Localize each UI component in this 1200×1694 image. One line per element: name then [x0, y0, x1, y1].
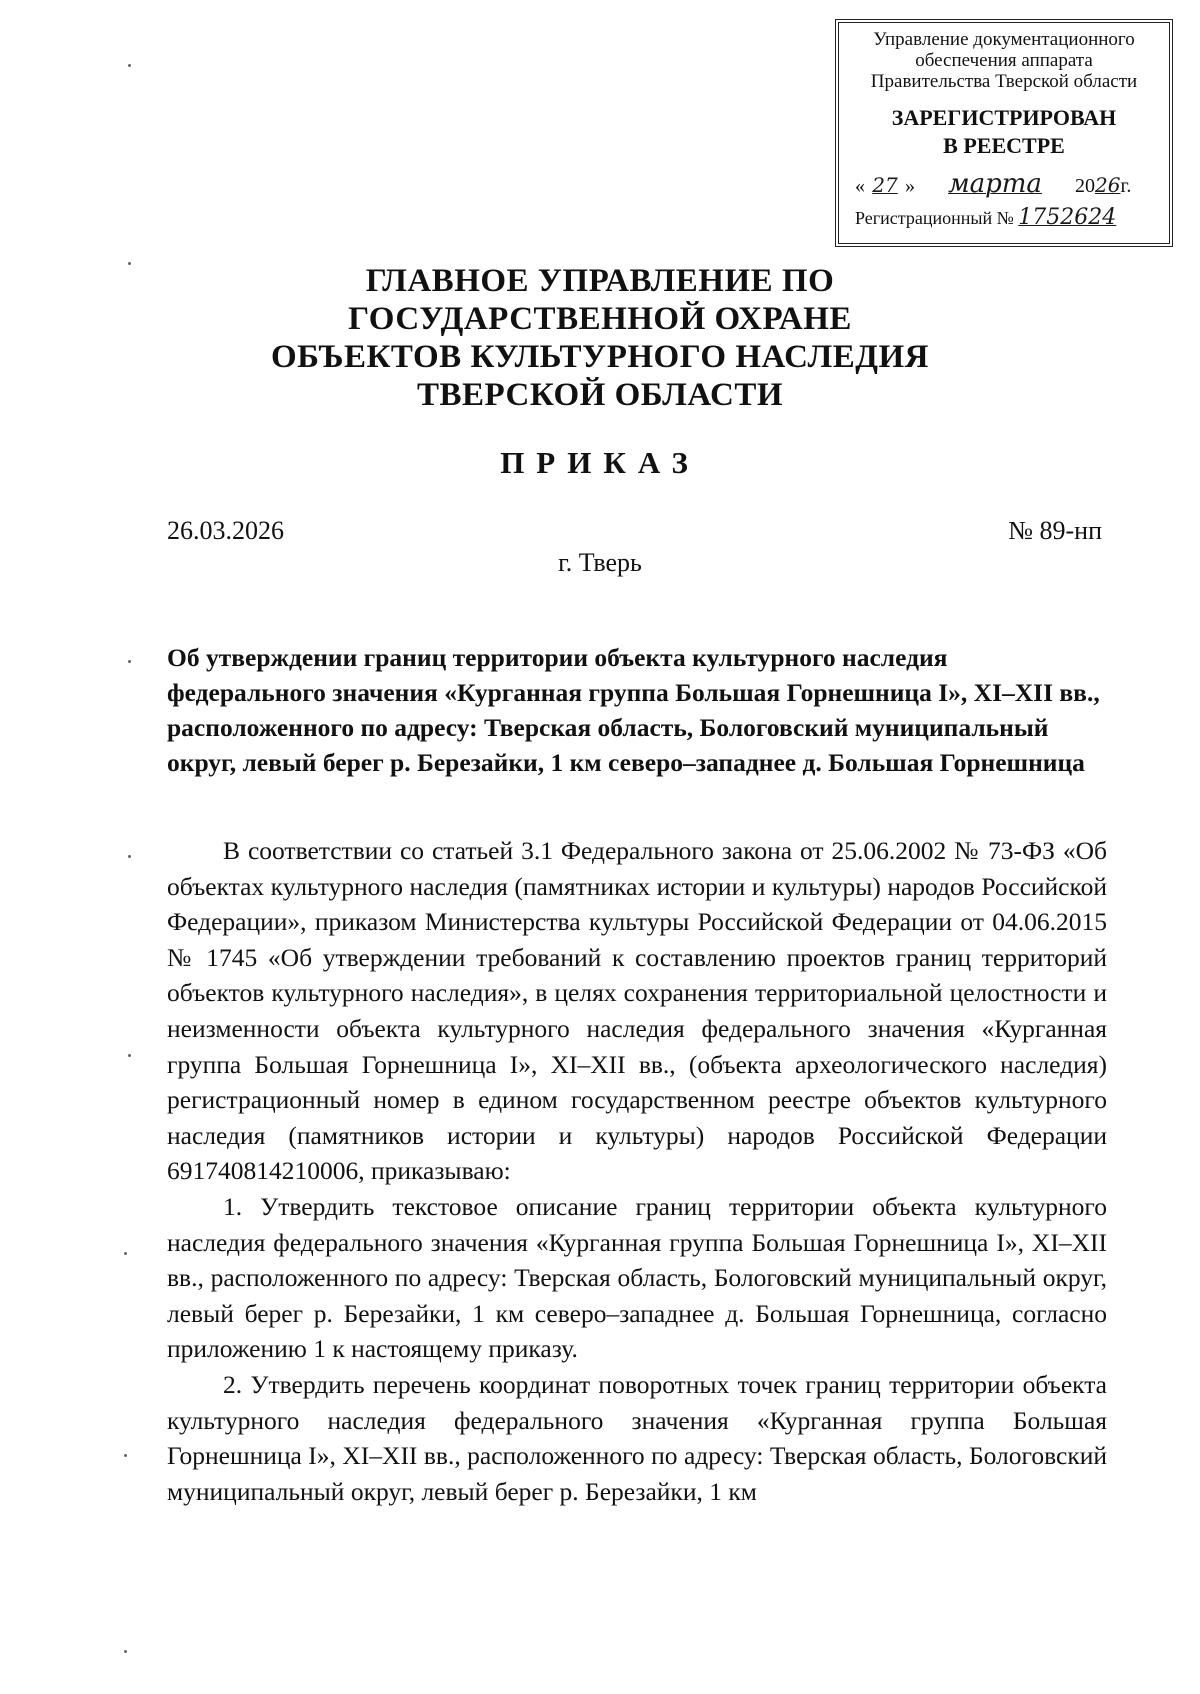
order-city: г. Тверь — [558, 548, 642, 577]
scan-mark — [124, 1252, 127, 1255]
stamp-handwritten-month: марта — [948, 169, 1042, 199]
agency-title-line-2: ГОСУДАРСТВЕННОЙ ОХРАНЕ — [348, 301, 852, 337]
order-subject: Об утверждении границ территории объекта культурного наследия федерального значения «Курганная группа Большая Горнешница I», XI–XII вв., расположенного по адресу: Тверская область, Бологовский муниципальный округ, левый берег р. Березайки, 1 км северо–западнее д. Большая Горнешница — [167, 643, 1100, 777]
stamp-quote-open: « — [855, 175, 865, 197]
stamp-date-row — [839, 169, 1169, 199]
stamp-registered-line-2: В РЕЕСТРЕ — [943, 133, 1065, 158]
scan-mark — [124, 1454, 127, 1457]
stamp-handwritten-registration-number: 1752624 — [1018, 205, 1117, 230]
stamp-quote-close: » — [905, 175, 915, 197]
stamp-registration-label: Регистрационный № — [855, 208, 1014, 228]
agency-title-line-1: ГЛАВНОЕ УПРАВЛЕНИЕ ПО — [365, 263, 835, 299]
document-type-heading: ПРИКАЗ — [500, 445, 700, 480]
order-date: 26.03.2026 — [167, 516, 284, 545]
stamp-year-prefix: 20 — [1075, 175, 1095, 197]
stamp-org-line-3: Правительства Тверской области — [870, 71, 1138, 92]
agency-title — [0, 262, 1200, 414]
stamp-year-unit: г. — [1120, 175, 1132, 197]
registration-stamp — [838, 22, 1170, 244]
body-item-2: 2. Утвердить перечень координат поворотных точек границ территории объекта культурного наследия федерального значения «Курганная группа Большая Горнешница I», XI–XII вв., расположенного по адресу: Тверская область, Бологовский муниципальный округ, левый берег р. Березайки, 1 км — [167, 1369, 1107, 1506]
order-number: № 89-нп — [1008, 516, 1102, 545]
scan-mark — [124, 1650, 127, 1653]
stamp-org-line-2: обеспечения аппарата — [915, 50, 1093, 71]
stamp-registered-label — [839, 104, 1169, 160]
stamp-handwritten-year: 26 — [1095, 173, 1121, 197]
stamp-org-line-1: Управление документационного — [873, 29, 1135, 50]
scan-mark — [128, 64, 131, 67]
agency-title-line-4: ТВЕРСКОЙ ОБЛАСТИ — [416, 377, 784, 413]
scan-mark — [128, 262, 131, 265]
body-preamble: В соответствии со статьей 3.1 Федерального закона от 25.06.2002 № 73-ФЗ «Об объектах культурного наследия (памятниках истории и культуры) народов Российской Федерации», приказом Министерства культуры Российской Федерации от 04.06.2015 № 1745 «Об утверждении требований к составлению проектов границ территорий объектов культурного наследия», в целях сохранения территориальной целостности и неизменности объекта культурного наследия федерального значения «Курганная группа Большая Горнешница I», XI–XII вв., (объекта археологического наследия) регистрационный номер в едином государственном реестре объектов культурного наследия (памятников истории и культуры) народов Российской Федерации 691740814210006, приказываю: — [167, 836, 1107, 1186]
agency-title-line-3: ОБЪЕКТОВ КУЛЬТУРНОГО НАСЛЕДИЯ — [271, 339, 929, 375]
stamp-registration-row — [839, 207, 1169, 229]
stamp-registered-line-1: ЗАРЕГИСТРИРОВАН — [891, 105, 1117, 130]
stamp-handwritten-day: 27 — [872, 173, 898, 197]
scan-mark — [128, 1054, 131, 1057]
scan-mark — [128, 660, 131, 663]
scan-mark — [128, 855, 131, 858]
body-item-1: 1. Утвердить текстовое описание границ территории объекта культурного наследия федерального значения «Курганная группа Большая Горнешница I», XI–XII вв., расположенного по адресу: Тверская область, Бологовский муниципальный округ, левый берег р. Березайки, 1 км северо–западнее д. Большая Горнешница, согласно приложению 1 к настоящему приказу. — [167, 1191, 1107, 1364]
order-body — [167, 833, 1107, 1509]
